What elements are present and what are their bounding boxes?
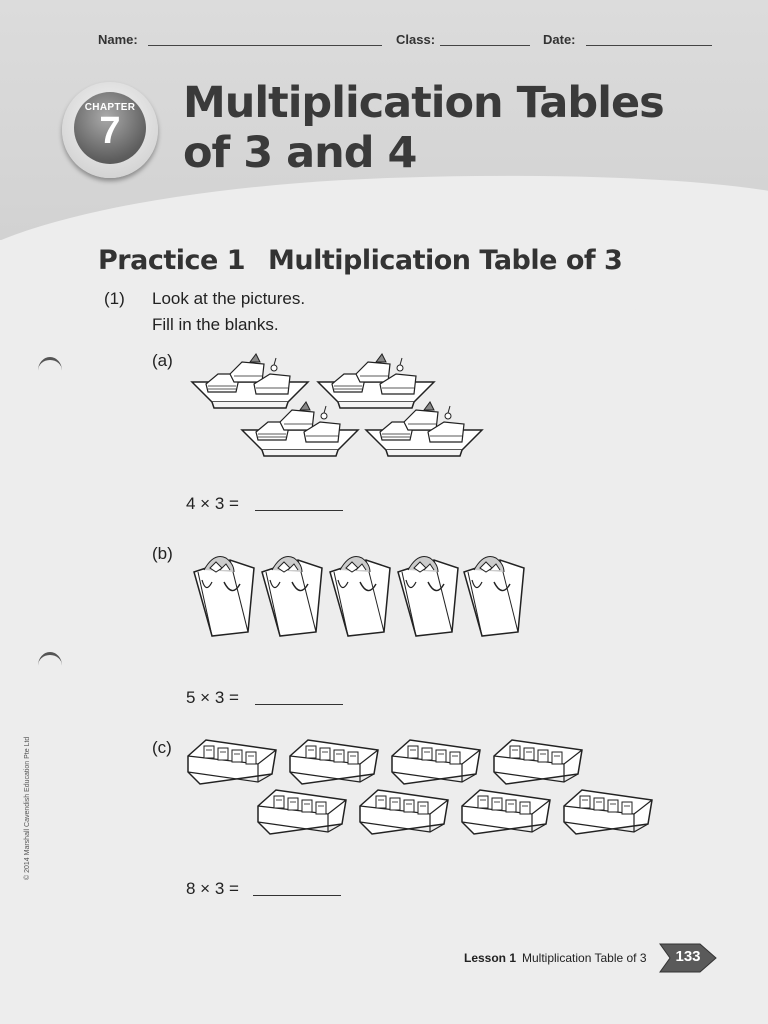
part-a-label: (a) bbox=[152, 351, 173, 370]
part-a-equation: 4 × 3 = bbox=[186, 494, 239, 513]
page-number: 133 bbox=[675, 948, 701, 965]
date-blank[interactable] bbox=[586, 45, 712, 46]
name-label: Name: bbox=[98, 32, 138, 47]
chapter-number: 7 bbox=[99, 110, 121, 152]
chapter-badge-disc bbox=[74, 92, 146, 164]
chapter-title bbox=[183, 78, 703, 178]
binder-hole-icon bbox=[38, 357, 62, 384]
part-b-equation: 5 × 3 = bbox=[186, 688, 239, 707]
class-blank[interactable] bbox=[440, 45, 530, 46]
date-label: Date: bbox=[543, 32, 576, 47]
instruction-line-1: Look at the pictures. bbox=[152, 289, 306, 308]
part-c-equation: 8 × 3 = bbox=[186, 879, 239, 898]
trays-of-cake-icon bbox=[190, 352, 480, 464]
part-c-label: (c) bbox=[152, 738, 172, 757]
copyright-notice: © 2014 Marshall Cavendish Education Pte Ltd bbox=[24, 736, 31, 880]
instruction-line-2: Fill in the blanks. bbox=[152, 315, 279, 334]
chapter-label: CHAPTER bbox=[84, 102, 136, 113]
chapter-title-line-2: of 3 and 4 bbox=[183, 128, 417, 178]
gift-bag-icon bbox=[190, 550, 526, 640]
chapter-badge bbox=[62, 82, 158, 178]
footer-lesson-label: Lesson 1 bbox=[464, 951, 517, 965]
name-blank[interactable] bbox=[148, 45, 382, 46]
binder-hole-icon bbox=[38, 652, 62, 679]
practice-subtitle: Multiplication Table of 3 bbox=[268, 245, 623, 276]
part-b-label: (b) bbox=[152, 544, 173, 563]
part-b-answer-blank[interactable] bbox=[255, 704, 343, 705]
chapter-title-line-1: Multiplication Tables bbox=[183, 78, 664, 128]
question-number: (1) bbox=[104, 289, 125, 308]
part-c-answer-blank[interactable] bbox=[253, 895, 341, 896]
class-label: Class: bbox=[396, 32, 436, 47]
box-of-bottles-icon bbox=[186, 736, 652, 854]
part-a-answer-blank[interactable] bbox=[255, 510, 343, 511]
practice-title: Practice 1 bbox=[98, 245, 245, 276]
footer-lesson-title: Multiplication Table of 3 bbox=[522, 951, 647, 965]
